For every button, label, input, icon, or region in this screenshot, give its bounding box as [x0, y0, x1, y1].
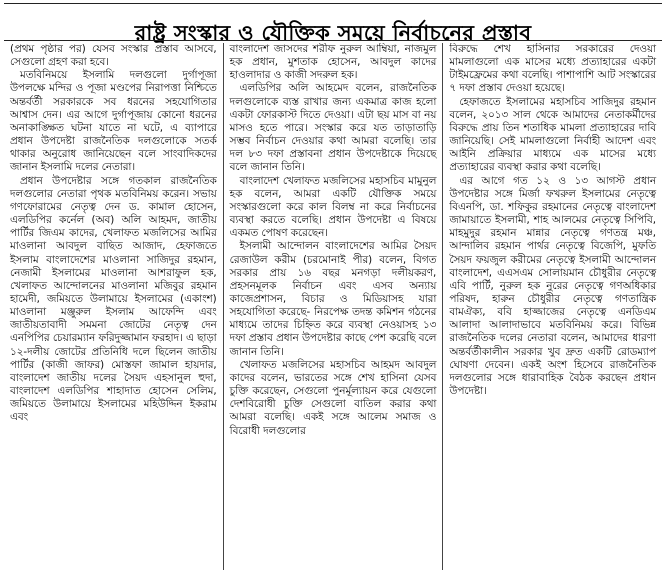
article-column-1	[4, 43, 223, 570]
column-2-paragraph: ইসলামী আন্দোলন বাংলাদেশের আমির সৈয়দ রেজাউল করীম (চরমোনাই পীর) বলেন, বিগত সরকার প্রায় ১৬ বছর মনগড়া দলীয়করণ, প্রহসনমূলক নির্বাচন এবং এসব অন্যায় কাজেপ্রশাসন, বিচার ও মিডিয়াসহ যারা সহযোগিতা করেছে- নিরপেক্ষ তদন্ত কমিশন গঠনের মাধ্যমে তাদের চিহ্নিত করে ব্যবস্থা নেওয়াসহ ১৩ দফা প্রস্তাব প্রধান উপদেষ্টার কাছে পেশ করেছি বলে জানান তিনি।	[229, 240, 437, 358]
article-column-2	[223, 43, 443, 570]
article-column-3	[442, 43, 662, 570]
column-3-paragraph: হেফাজতে ইসলামের মহাসচিব সাজিদুর রহমান বলেন, ২০১৩ সাল থেকে আমাদের নেতাকর্মীদের বিরুদ্ধে প্রায় তিন শতাধিক মামলা প্রত্যাহারের দাবি জানিয়েছি। সেই মামলাগুলো নির্বাহী আদেশ এবং আইনি প্রক্রিয়ার মাধ্যমে এক মাসের মধ্যে প্রত্যাহারের ব্যবস্থা করার কথা বলেছি।	[449, 95, 657, 174]
article-headline: রাষ্ট্র সংস্কার ও যৌক্তিক সময়ে নির্বাচনের প্রস্তাব	[134, 20, 532, 45]
column-1-paragraph: (প্রথম পৃষ্ঠার পর) যেসব সংস্কার প্রস্তাব আসবে, সেগুলো গ্রহণ করা হবে।	[10, 43, 217, 69]
column-2-paragraph: বাংলাদেশ জাসদের শরীফ নুরুল আম্বিয়া, নাজমুল হক প্রধান, মুশতাক হোসেন, আবদুল কাদের হাওলাদার ও কাজী সদরুল হক।	[229, 43, 437, 82]
column-1-paragraph: মতবিনিময়ে ইসলামি দলগুলো দুর্গাপূজা উপলক্ষে মন্দির ও পূজা মণ্ডপের নিরাপত্তা নিশ্চিতে অন্তর্বর্তী সরকারকে সব ধরনের সহযোগিতার আশ্বাস দেন। এর আগে দুর্গাপূজায় কোনো ধরনের অনাকাঙ্ক্ষিত ঘটনা যাতে না ঘটে, এ ব্যাপারে প্রধান উপদেষ্টা রাজনৈতিক দলগুলোকে সতর্ক থাকার অনুরোধ জানিয়েছেন বলে সাংবাদিকদের জানান ইসলামি দলের নেতারা।	[10, 69, 217, 174]
column-2-paragraph: এলডিপির অলি আহমেদ বলেন, রাজনৈতিক দলগুলোকে ব্যস্ত রাখার জন্য একমাত্র কাজ হলো একটা ফোরকাস্ট দিতে দেওয়া। এটা ছয় মাস বা নয় মাসও হতে পারে। সংস্কার করে যত তাড়াতাড়ি সম্ভব নির্বাচন দেওয়ার কথা আমরা বলেছি। তার দল ৮৩ দফা প্রস্তাবনা প্রধান উপদেষ্টাকে দিয়েছে বলে জানান তিনি।	[229, 82, 437, 174]
column-2-paragraph: খেলাফত মজলিসের মহাসচিব আহমদ আবদুল কাদের বলেন, ভারতের সঙ্গে শেখ হাসিনা যেসব চুক্তি করেছেন, সেগুলো পুনর্মূল্যায়ন করে যেগুলো দেশবিরোধী চুক্তি সেগুলো বাতিল করার কথা আমরা বলেছি। একই সঙ্গে আলেম সমাজ ও বিরোধী দলগুলোর	[229, 358, 437, 437]
top-rule	[4, 3, 662, 4]
headline-rule	[4, 40, 662, 41]
article-body	[4, 43, 662, 570]
column-1-paragraph: প্রধান উপদেষ্টার সঙ্গে গতকাল রাজনৈতিক দলগুলোর নেতারা পৃথক মতবিনিময় করেন। সভায় গণফোরামের নেতৃত্ব দেন ড. কামাল হোসেন, এলডিপির কর্নেল (অব) অলি আহমদ, জাতীয় পার্টির জিএম কাদের, খেলাফত মজলিসের আমির মাওলানা আবদুল বাছিত আজাদ, হেফাজতে ইসলাম বাংলাদেশের মাওলানা সাজিদুর রহমান, নেজামী ইসলামের মাওলানা আশরাফুল হক, খেলাফত আন্দোলনের মাওলানা মজিবুর রহমান হামেদী, জমিয়তে উলামায়ে ইসলামের (একাংশ) মাওলানা মঞ্জুরুল ইসলাম আফেন্দি এবং জাতীয়তাবাদী সমমনা জোটের নেতৃত্ব দেন এনপিপির চেয়ারম্যান ফরিদুজ্জামান ফরহাদ। এ ছাড়া ১২-দলীয় জোটের প্রতিনিধি দলে ছিলেন জাতীয় পার্টির (কাজী জাফর) মোস্তফা জামাল হায়দার, বাংলাদেশ জাতীয় দলের সৈয়দ এহসানুল হুদা, বাংলাদেশ এলডিপির শাহাদাত হোসেন সেলিম, জমিয়তে উলামায়ে ইসলামের মহিউদ্দিন ইকরাম এবং	[10, 174, 217, 424]
column-3-paragraph: বিরুদ্ধে শেখ হাসিনার সরকারের দেওয়া মামলাগুলো এক মাসের মধ্যে প্রত্যাহারের একটা টাইমফ্রেমের কথা বলেছি। পাশাপাশি আট সংস্কারের ৭ দফা প্রস্তাব দেওয়া হয়েছে।	[449, 43, 657, 95]
column-3-paragraph: এর আগে গত ১২ ও ১৩ আগস্ট প্রধান উপদেষ্টার সঙ্গে মির্জা ফখরুল ইসলামের নেতৃত্বে বিএনপি, ডা. শফিকুর রহমানের নেতৃত্বে বাংলাদেশ জামায়াতে ইসলামী, শাহ আলমের নেতৃত্বে সিপিবি, মাহমুদুর রহমান মান্নার নেতৃত্বে গণতন্ত্র মঞ্চ, আন্দালিব রহমান পার্থর নেতৃত্বে বিজেপি, মুফতি সৈয়দ ফয়জুল করীমের নেতৃত্বে ইসলামী আন্দোলন বাংলাদেশ, এএসএম সোলায়মান চৌধুরীর নেতৃত্বে এবি পার্টি, নুরুল হক নুরের নেতৃত্বে গণঅধিকার পরিষদ, হারুন চৌধুরীর নেতৃত্বে গণতান্ত্রিক বামঐক্য, ববি হাজ্জাজের নেতৃত্বে এনডিএম আলাদা আলাদাভাবে মতবিনিময় করে। বিভিন্ন রাজনৈতিক দলের নেতারা বলেন, আমাদের ধারণা অন্তর্বর্তীকালীন সরকার খুব দ্রুত একটি রোডম্যাপ ঘোষণা দেবেন। একই অংশ হিসেবে রাজনৈতিক দলগুলোর সঙ্গে ধারাবাহিক বৈঠক করছেন প্রধান উপদেষ্টা।	[449, 174, 657, 398]
column-2-paragraph: বাংলাদেশ খেলাফত মজলিসের মহাসচিব মামুনুল হক বলেন, আমরা একটি যৌক্তিক সময়ে সংস্কারগুলো করে কাল বিলম্ব না করে নির্বাচনের ব্যবস্থা করতে বলেছি। প্রধান উপদেষ্টা এ বিষয়ে একমত পোষণ করেছেন।	[229, 174, 437, 240]
